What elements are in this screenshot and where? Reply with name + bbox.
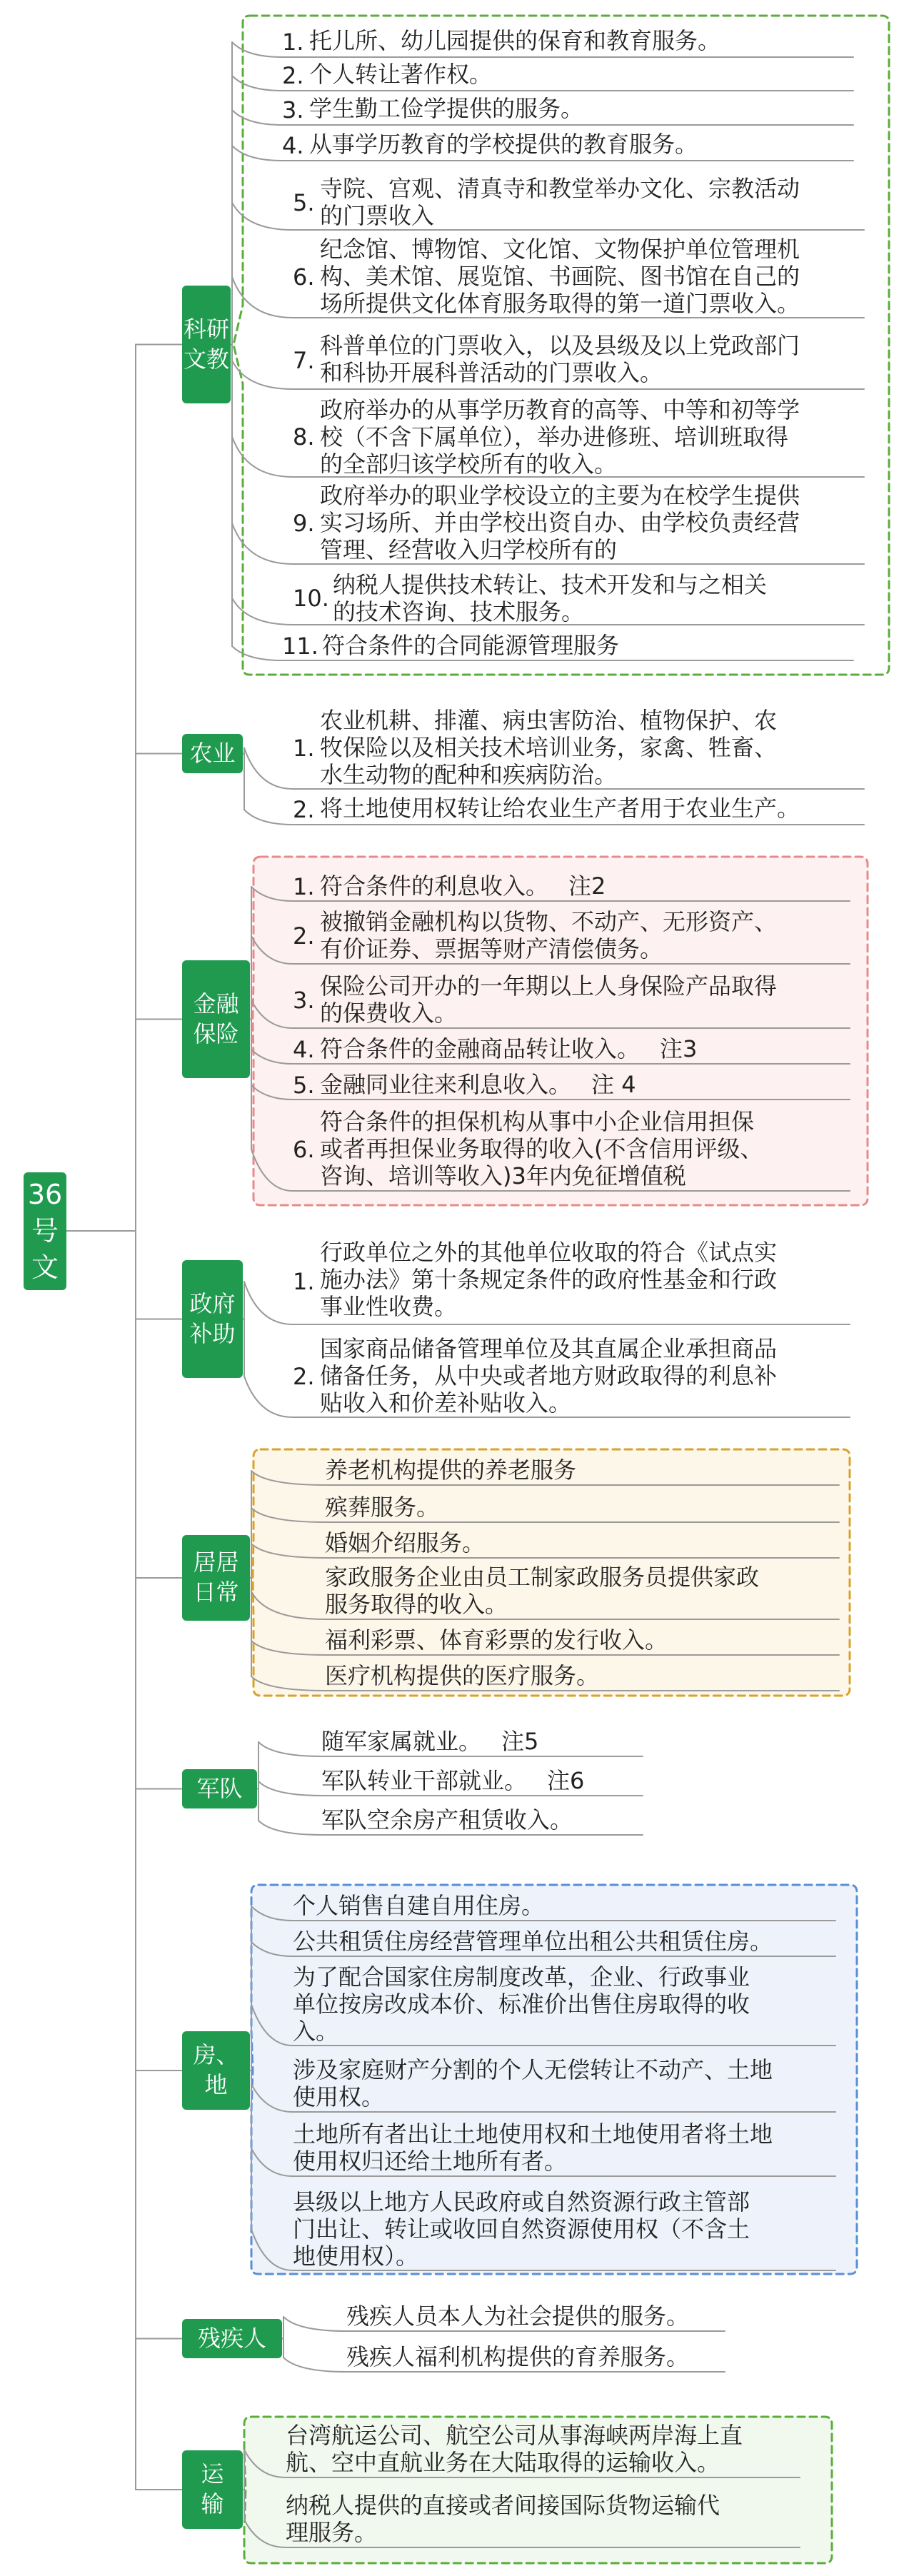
item-text-content: 被撤销金融机构以货物、不动产、无形资产、 有价证券、票据等财产清偿债务。 <box>320 908 778 962</box>
item-text <box>320 972 850 1027</box>
item-text-content: 将土地使用权转让给农业生产者用于农业生产。 <box>320 795 800 822</box>
item-text-content: 为了配合国家住房制度改革，企业、行政事业 单位按房改成本价、标准价出售住房取得的收 入。 <box>293 1963 750 2045</box>
item-number: 1. <box>293 734 315 762</box>
item-number: 6. <box>293 263 315 291</box>
item-text-content: 县级以上地方人民政府或自然资源行政主管部 门出让、转让或收回自然资源使用权（不含土 地使用权）。 <box>293 2188 750 2270</box>
leaf-item <box>293 571 864 625</box>
item-number: 2. <box>293 1362 315 1390</box>
item-text <box>325 1494 839 1521</box>
item-number: 4. <box>282 132 304 159</box>
item-text-content: 婚姻介绍服务。 <box>325 1529 486 1556</box>
leaf-item <box>286 2492 800 2547</box>
item-text <box>320 1035 850 1062</box>
item-text-content: 纪念馆、博物馆、文化馆、文物保护单位管理机 构、美术馆、展览馆、书画院、图书馆在自己的 场所提供文化体育服务取得的第一道门票收入。 <box>320 236 800 317</box>
leaf-item <box>286 2422 800 2477</box>
item-text-content: 学生勤工俭学提供的服务。 <box>309 95 584 122</box>
leaf-item <box>325 1626 839 1655</box>
category-node-keyan[interactable]: 科研 文教 <box>182 286 231 403</box>
item-text-content: 台湾航运公司、航空公司从事海峡两岸海上直 航、空中直航业务在大陆取得的运输收入。 <box>286 2422 743 2476</box>
leaf-item <box>293 236 864 318</box>
item-number: 5. <box>293 1072 315 1099</box>
item-text-content: 符合条件的利息收入。 <box>320 872 549 900</box>
item-text <box>321 1806 643 1833</box>
item-text <box>320 1239 850 1320</box>
item-text <box>309 61 853 88</box>
leaf-item <box>282 27 853 57</box>
item-text <box>333 571 864 625</box>
item-text <box>293 2056 835 2110</box>
leaf-item <box>293 1108 850 1191</box>
item-text-content: 医疗机构提供的医疗服务。 <box>325 1662 600 1689</box>
item-text <box>293 1928 835 1955</box>
item-text <box>320 1108 850 1189</box>
item-text <box>320 872 850 900</box>
item-number: 11. <box>282 633 318 660</box>
category-node-jinrong[interactable]: 金融 保险 <box>182 960 250 1078</box>
item-text-content: 养老机构提供的养老服务 <box>325 1456 577 1484</box>
footnote-ref: 注 4 <box>591 1071 636 1098</box>
item-text <box>321 1767 643 1794</box>
category-node-zhengfu[interactable]: 政府 补助 <box>182 1260 243 1378</box>
item-text-content: 殡葬服务。 <box>325 1494 440 1521</box>
item-number: 4. <box>293 1036 315 1063</box>
item-text-content: 土地所有者出让土地使用权和土地使用者将土地 使用权归还给土地所有者。 <box>293 2120 773 2175</box>
item-number: 2. <box>293 922 315 950</box>
item-text <box>320 1071 850 1098</box>
item-text-content: 军队转业干部就业。 <box>321 1767 528 1794</box>
leaf-item <box>293 2056 835 2112</box>
leaf-item <box>293 1928 835 1956</box>
item-text <box>320 1335 850 1417</box>
footnote-ref: 注2 <box>568 872 606 900</box>
leaf-item <box>282 632 853 660</box>
category-node-yunshu[interactable]: 运 输 <box>182 2450 243 2529</box>
leaf-item <box>293 908 850 964</box>
category-node-jundui[interactable]: 军队 <box>182 1769 257 1808</box>
item-text <box>309 27 853 54</box>
category-node-canji[interactable]: 残疾人 <box>182 2319 282 2358</box>
item-text <box>320 908 850 962</box>
item-text-content: 符合条件的合同能源管理服务 <box>322 632 620 659</box>
item-number: 10. <box>293 584 329 612</box>
item-number: 1. <box>293 1268 315 1295</box>
item-text <box>346 2303 725 2330</box>
item-text <box>320 795 864 822</box>
item-number: 7. <box>293 347 315 374</box>
item-text <box>320 482 864 563</box>
leaf-item <box>282 61 853 91</box>
leaf-item <box>293 2120 835 2176</box>
item-text <box>320 236 864 317</box>
item-text <box>320 175 864 229</box>
leaf-item <box>325 1564 839 1619</box>
category-node-fangdi[interactable]: 房、 地 <box>182 2031 250 2110</box>
item-text-content: 行政单位之外的其他单位收取的符合《试点实 施办法》第十条规定条件的政府性基金和行政 事业性收费。 <box>320 1239 778 1320</box>
item-text <box>321 1728 643 1755</box>
item-text-content: 农业机耕、排灌、病虫害防治、植物保护、农 牧保险以及相关技术培训业务，家禽、牲畜、 水生动物的配种和疾病防治。 <box>320 707 778 788</box>
item-text-content: 寺院、宫观、清真寺和教堂举办文化、宗教活动 的门票收入 <box>320 175 800 229</box>
item-text-content: 军队空余房产租赁收入。 <box>321 1806 573 1833</box>
item-number: 1. <box>293 873 315 900</box>
leaf-item <box>293 175 864 230</box>
category-node-juju[interactable]: 居居 日常 <box>182 1535 250 1621</box>
item-text-content: 纳税人提供技术转让、技术开发和与之相关 的技术咨询、技术服务。 <box>333 571 768 625</box>
item-text-content: 涉及家庭财产分割的个人无偿转让不动产、土地 使用权。 <box>293 2056 773 2110</box>
leaf-item <box>293 1963 835 2046</box>
leaf-item <box>346 2303 725 2331</box>
item-text <box>293 1963 835 2045</box>
leaf-item <box>293 707 864 789</box>
leaf-item <box>293 1239 850 1324</box>
leaf-item <box>293 1035 850 1064</box>
item-text <box>286 2422 800 2476</box>
item-text <box>293 1892 835 1919</box>
item-text <box>293 2188 835 2270</box>
item-text <box>325 1564 839 1618</box>
category-node-nongye[interactable]: 农业 <box>182 734 243 773</box>
footnote-ref: 注6 <box>547 1767 585 1794</box>
item-text-content: 符合条件的担保机构从事中小企业信用担保 或者再担保业务取得的收入(不含信用评级、 咨询、培训等收入)3年内免征增值税 <box>320 1108 763 1189</box>
item-text-content: 保险公司开办的一年期以上人身保险产品取得 的保费收入。 <box>320 972 778 1027</box>
item-number: 3. <box>282 96 304 124</box>
item-text-content: 家政服务企业由员工制家政服务员提供家政 服务取得的收入。 <box>325 1564 760 1618</box>
leaf-item <box>282 95 853 125</box>
item-text-content: 科普单位的门票收入，以及县级及以上党政部门 和科协开展科普活动的门票收入。 <box>320 332 800 386</box>
leaf-item <box>293 2188 835 2270</box>
item-text <box>322 632 853 659</box>
leaf-item <box>293 332 864 389</box>
leaf-item <box>293 972 850 1028</box>
item-text <box>286 2492 800 2546</box>
leaf-item <box>293 1335 850 1417</box>
leaf-item <box>293 1892 835 1921</box>
item-text-content: 公共租赁住房经营管理单位出租公共租赁住房。 <box>293 1928 773 1955</box>
item-text-content: 福利彩票、体育彩票的发行收入。 <box>325 1626 668 1654</box>
leaf-item <box>282 131 853 161</box>
item-text <box>325 1456 839 1484</box>
leaf-item <box>293 1071 850 1100</box>
item-text-content: 从事学历教育的学校提供的教育服务。 <box>309 131 698 158</box>
leaf-item <box>321 1767 643 1796</box>
item-text-content: 纳税人提供的直接或者间接国际货物运输代 理服务。 <box>286 2492 720 2546</box>
leaf-item <box>325 1456 839 1485</box>
leaf-item <box>325 1494 839 1522</box>
item-number: 2. <box>293 796 315 823</box>
leaf-item <box>321 1728 643 1756</box>
item-text <box>320 332 864 386</box>
item-text <box>325 1626 839 1654</box>
item-text-content: 符合条件的金融商品转让收入。 <box>320 1035 641 1062</box>
item-number: 3. <box>293 987 315 1014</box>
item-number: 6. <box>293 1136 315 1163</box>
item-text <box>309 131 853 158</box>
item-number: 5. <box>293 188 315 216</box>
item-text-content: 托儿所、幼儿园提供的保育和教育服务。 <box>309 27 721 54</box>
item-text <box>293 2120 835 2175</box>
item-text-content: 政府举办的职业学校设立的主要为在校学生提供 实习场所、并由学校出资自办、由学校负责经营 管理、经营收入归学校所有的 <box>320 482 800 563</box>
item-text-content: 随军家属就业。 <box>321 1728 482 1755</box>
item-number: 8. <box>293 423 315 451</box>
item-text-content: 残疾人福利机构提供的育养服务。 <box>346 2343 690 2370</box>
item-text-content: 个人销售自建自用住房。 <box>293 1892 545 1919</box>
leaf-item <box>293 795 864 825</box>
item-number: 2. <box>282 62 304 89</box>
item-text-content: 残疾人员本人为社会提供的服务。 <box>346 2303 690 2330</box>
item-text <box>346 2343 725 2370</box>
leaf-item <box>293 396 864 477</box>
leaf-item <box>293 872 850 901</box>
item-number: 1. <box>282 29 304 56</box>
leaf-item <box>346 2343 725 2372</box>
item-text-content: 政府举办的从事学历教育的高等、中等和初等学 校（不含下属单位），举办进修班、培训班取得 的全部归该学校所有的收入。 <box>320 396 800 478</box>
leaf-item <box>325 1529 839 1558</box>
root-node[interactable]: 36 号 文 <box>24 1172 66 1290</box>
item-text <box>325 1662 839 1689</box>
leaf-item <box>321 1806 643 1835</box>
item-text <box>320 396 864 478</box>
item-number: 9. <box>293 509 315 537</box>
item-text-content: 个人转让著作权。 <box>309 61 493 88</box>
footnote-ref: 注3 <box>660 1035 698 1062</box>
item-text <box>309 95 853 122</box>
item-text-content: 国家商品储备管理单位及其直属企业承担商品 储备任务，从中央或者地方财政取得的利息补 贴收入和价差补贴收入。 <box>320 1335 778 1417</box>
leaf-item <box>293 482 864 564</box>
item-text-content: 金融同业往来利息收入。 <box>320 1071 572 1098</box>
item-text <box>320 707 864 788</box>
leaf-item <box>325 1662 839 1691</box>
footnote-ref: 注5 <box>501 1728 539 1755</box>
item-text <box>325 1529 839 1556</box>
